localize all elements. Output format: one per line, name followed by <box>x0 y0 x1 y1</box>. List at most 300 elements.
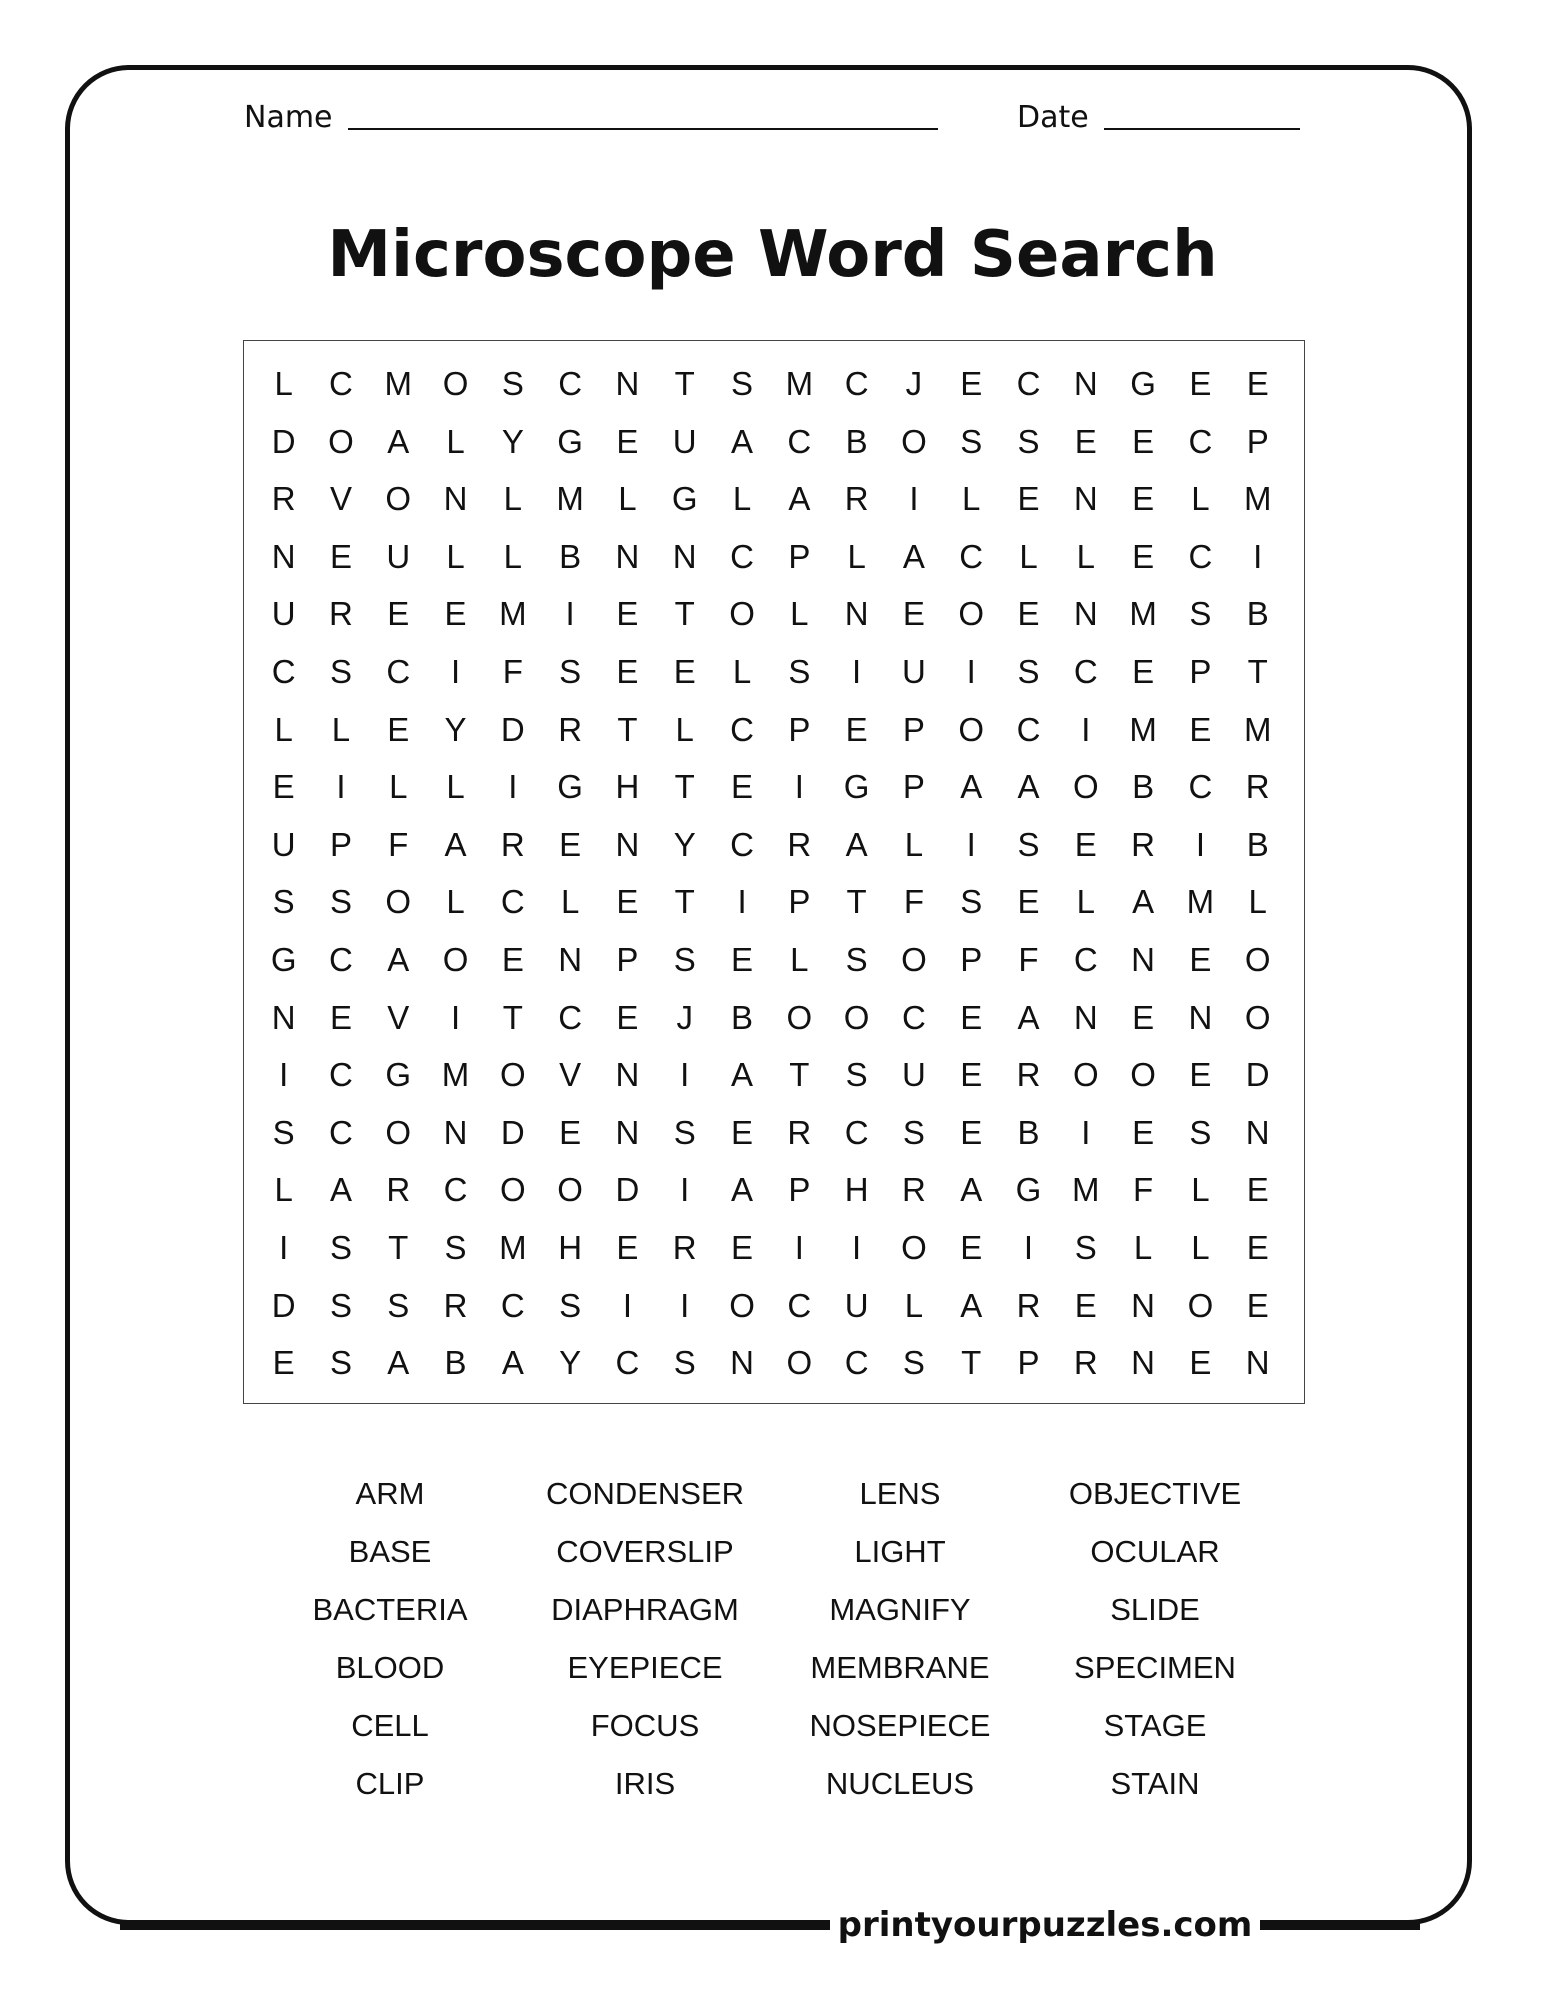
grid-letter[interactable]: L <box>1133 1228 1153 1266</box>
grid-letter[interactable]: L <box>1019 537 1038 575</box>
grid-letter[interactable]: Y <box>673 825 696 863</box>
grid-letter[interactable]: A <box>501 1344 524 1382</box>
grid-letter[interactable]: E <box>616 422 639 460</box>
grid-letter[interactable]: E <box>1189 1344 1212 1382</box>
grid-letter[interactable]: S <box>272 1113 295 1151</box>
grid-letter[interactable]: L <box>389 768 408 806</box>
grid-letter[interactable]: R <box>901 1171 926 1209</box>
grid-letter[interactable]: R <box>558 710 583 748</box>
grid-letter[interactable]: N <box>443 1113 468 1151</box>
grid-letter[interactable]: M <box>556 480 584 518</box>
grid-letter[interactable]: N <box>443 480 468 518</box>
grid-letter[interactable]: S <box>329 652 352 690</box>
grid-letter[interactable]: G <box>557 768 583 806</box>
grid-letter[interactable]: E <box>272 768 295 806</box>
grid-letter[interactable]: C <box>959 537 984 575</box>
grid-letter[interactable]: E <box>960 998 983 1036</box>
grid-letter[interactable]: E <box>387 710 410 748</box>
grid-letter[interactable]: Y <box>501 422 524 460</box>
grid-letter[interactable]: A <box>387 1344 410 1382</box>
grid-letter[interactable]: C <box>1188 768 1213 806</box>
grid-letter[interactable]: L <box>446 422 465 460</box>
grid-letter[interactable]: C <box>730 537 754 575</box>
grid-letter[interactable]: L <box>446 537 465 575</box>
grid-letter[interactable]: U <box>901 652 926 690</box>
grid-letter[interactable]: C <box>443 1171 468 1209</box>
grid-letter[interactable]: E <box>960 1056 983 1094</box>
grid-letter[interactable]: R <box>672 1228 697 1266</box>
grid-letter[interactable]: A <box>902 537 925 575</box>
grid-letter[interactable]: O <box>385 1113 412 1151</box>
grid-letter[interactable]: E <box>1074 825 1097 863</box>
grid-letter[interactable]: P <box>788 1171 811 1209</box>
grid-letter[interactable]: I <box>1195 825 1205 863</box>
grid-letter[interactable]: S <box>960 883 983 921</box>
grid-letter[interactable]: O <box>729 595 755 633</box>
grid-letter[interactable]: T <box>674 595 695 633</box>
grid-letter[interactable]: A <box>731 1056 754 1094</box>
grid-letter[interactable]: C <box>844 1113 869 1151</box>
grid-letter[interactable]: H <box>558 1228 583 1266</box>
grid-letter[interactable]: E <box>1017 595 1040 633</box>
grid-letter[interactable]: Y <box>559 1344 582 1382</box>
grid-letter[interactable]: S <box>1017 825 1040 863</box>
grid-letter[interactable]: M <box>441 1056 470 1094</box>
grid-letter[interactable]: L <box>1076 883 1095 921</box>
grid-letter[interactable]: L <box>904 825 924 863</box>
grid-letter[interactable]: E <box>845 710 868 748</box>
grid-letter[interactable]: P <box>1246 422 1269 460</box>
grid-letter[interactable]: L <box>503 480 523 518</box>
grid-letter[interactable]: R <box>1016 1056 1041 1094</box>
grid-letter[interactable]: D <box>1245 1056 1270 1094</box>
grid-letter[interactable]: E <box>329 537 352 575</box>
grid-letter[interactable]: T <box>846 883 867 921</box>
grid-letter[interactable]: R <box>1016 1286 1041 1324</box>
grid-letter[interactable]: V <box>559 1056 582 1094</box>
grid-letter[interactable]: S <box>329 883 352 921</box>
grid-letter[interactable]: J <box>676 998 693 1036</box>
grid-letter[interactable]: A <box>1132 883 1155 921</box>
grid-letter[interactable]: I <box>852 1228 862 1266</box>
grid-letter[interactable]: F <box>1133 1171 1154 1209</box>
grid-letter[interactable]: L <box>274 365 293 402</box>
grid-letter[interactable]: O <box>385 883 412 921</box>
grid-letter[interactable]: U <box>901 1056 926 1094</box>
grid-letter[interactable]: N <box>558 940 583 978</box>
grid-letter[interactable]: E <box>1132 480 1155 518</box>
grid-letter[interactable]: E <box>1132 1113 1155 1151</box>
grid-letter[interactable]: C <box>1188 537 1213 575</box>
grid-letter[interactable]: C <box>730 825 754 863</box>
grid-letter[interactable]: L <box>1191 480 1210 518</box>
grid-letter[interactable]: L <box>962 480 981 518</box>
grid-letter[interactable]: I <box>622 1286 633 1324</box>
grid-letter[interactable]: E <box>1017 480 1040 518</box>
grid-letter[interactable]: E <box>960 1113 983 1151</box>
grid-letter[interactable]: A <box>387 422 410 460</box>
grid-letter[interactable]: O <box>1072 768 1099 806</box>
grid-letter[interactable]: A <box>960 1286 983 1324</box>
grid-letter[interactable]: S <box>387 1286 410 1324</box>
grid-letter[interactable]: D <box>271 422 296 460</box>
grid-letter[interactable]: R <box>329 595 353 633</box>
grid-letter[interactable]: P <box>1189 652 1212 690</box>
grid-letter[interactable]: F <box>388 825 409 863</box>
grid-letter[interactable]: L <box>790 940 809 978</box>
grid-letter[interactable]: E <box>559 825 582 863</box>
grid-letter[interactable]: G <box>270 940 297 978</box>
grid-letter[interactable]: I <box>1081 710 1091 748</box>
grid-letter[interactable]: I <box>279 1056 289 1094</box>
grid-letter[interactable]: G <box>385 1056 412 1094</box>
grid-letter[interactable]: E <box>1189 940 1212 978</box>
grid-letter[interactable]: M <box>1186 883 1215 921</box>
grid-letter[interactable]: P <box>902 710 925 748</box>
grid-letter[interactable]: O <box>1130 1056 1156 1094</box>
grid-letter[interactable]: C <box>558 998 583 1036</box>
grid-letter[interactable]: A <box>387 940 410 978</box>
grid-letter[interactable]: D <box>271 1286 296 1324</box>
grid-letter[interactable]: A <box>731 422 754 460</box>
grid-letter[interactable]: P <box>329 825 352 863</box>
grid-letter[interactable]: A <box>788 480 811 518</box>
date-field[interactable] <box>1104 128 1300 130</box>
grid-letter[interactable]: E <box>1246 1228 1269 1266</box>
grid-letter[interactable]: E <box>616 883 639 921</box>
grid-letter[interactable]: S <box>444 1228 467 1266</box>
grid-letter[interactable]: I <box>966 652 976 690</box>
grid-letter[interactable]: P <box>960 940 983 978</box>
grid-letter[interactable]: E <box>1074 1286 1097 1324</box>
grid-letter[interactable]: I <box>794 768 804 806</box>
grid-letter[interactable]: J <box>905 365 923 402</box>
grid-letter[interactable]: O <box>786 998 813 1036</box>
grid-letter[interactable]: L <box>1076 537 1095 575</box>
grid-letter[interactable]: L <box>790 595 809 633</box>
grid-letter[interactable]: C <box>844 1344 869 1382</box>
grid-letter[interactable]: S <box>902 1344 925 1382</box>
grid-letter[interactable]: R <box>443 1286 468 1324</box>
grid-letter[interactable]: L <box>274 1171 293 1209</box>
grid-letter[interactable]: S <box>329 1228 352 1266</box>
grid-letter[interactable]: E <box>960 365 983 402</box>
grid-letter[interactable]: R <box>787 1113 812 1151</box>
grid-letter[interactable]: L <box>1191 1228 1210 1266</box>
grid-letter[interactable]: A <box>731 1171 754 1209</box>
grid-letter[interactable]: E <box>387 595 410 633</box>
grid-letter[interactable]: A <box>329 1171 352 1209</box>
grid-letter[interactable]: I <box>737 883 747 921</box>
grid-letter[interactable]: S <box>501 365 524 402</box>
grid-letter[interactable]: A <box>960 1171 983 1209</box>
grid-letter[interactable]: I <box>909 480 919 518</box>
grid-letter[interactable]: I <box>794 1228 804 1266</box>
grid-letter[interactable]: E <box>1246 365 1269 402</box>
grid-letter[interactable]: L <box>1191 1171 1210 1209</box>
grid-letter[interactable]: B <box>444 1344 467 1382</box>
grid-letter[interactable]: A <box>1017 768 1040 806</box>
grid-letter[interactable]: S <box>673 1344 696 1382</box>
grid-letter[interactable]: M <box>499 1228 527 1266</box>
grid-letter[interactable]: V <box>387 998 410 1036</box>
grid-letter[interactable]: N <box>1131 1286 1156 1324</box>
grid-letter[interactable]: S <box>960 422 983 460</box>
grid-letter[interactable]: O <box>328 422 354 460</box>
grid-letter[interactable]: B <box>559 537 582 575</box>
grid-letter[interactable]: B <box>1246 595 1269 633</box>
grid-letter[interactable]: O <box>442 940 469 978</box>
grid-letter[interactable]: O <box>729 1286 755 1324</box>
grid-letter[interactable]: F <box>1018 940 1039 978</box>
grid-letter[interactable]: P <box>616 940 639 978</box>
grid-letter[interactable]: O <box>1072 1056 1099 1094</box>
grid-letter[interactable]: M <box>1129 710 1157 748</box>
grid-letter[interactable]: M <box>384 365 412 402</box>
grid-letter[interactable]: E <box>1132 537 1155 575</box>
grid-letter[interactable]: I <box>1023 1228 1034 1266</box>
grid-letter[interactable]: T <box>789 1056 810 1094</box>
grid-letter[interactable]: N <box>271 537 296 575</box>
grid-letter[interactable]: C <box>329 1056 353 1094</box>
grid-letter[interactable]: T <box>502 998 523 1036</box>
grid-letter[interactable]: S <box>329 1344 352 1382</box>
grid-letter[interactable]: E <box>1132 652 1155 690</box>
grid-letter[interactable]: O <box>442 365 469 402</box>
grid-letter[interactable]: P <box>788 710 811 748</box>
grid-letter[interactable]: U <box>672 422 697 460</box>
grid-letter[interactable]: E <box>444 595 467 633</box>
grid-letter[interactable]: N <box>1245 1113 1270 1151</box>
grid-letter[interactable]: P <box>902 768 925 806</box>
grid-letter[interactable]: L <box>274 710 293 748</box>
grid-letter[interactable]: E <box>1189 1056 1212 1094</box>
grid-letter[interactable]: S <box>329 1286 352 1324</box>
grid-letter[interactable]: L <box>1248 883 1267 921</box>
grid-letter[interactable]: U <box>271 595 296 633</box>
grid-letter[interactable]: I <box>1081 1113 1091 1151</box>
grid-letter[interactable]: E <box>501 940 524 978</box>
grid-letter[interactable]: R <box>844 480 869 518</box>
grid-letter[interactable]: S <box>845 940 868 978</box>
grid-letter[interactable]: E <box>616 1228 639 1266</box>
grid-letter[interactable]: R <box>271 480 296 518</box>
grid-letter[interactable]: M <box>1243 480 1272 518</box>
grid-letter[interactable]: N <box>1073 595 1098 633</box>
grid-letter[interactable]: C <box>329 940 353 978</box>
grid-letter[interactable]: S <box>902 1113 925 1151</box>
grid-letter[interactable]: E <box>329 998 352 1036</box>
grid-letter[interactable]: R <box>1245 768 1270 806</box>
grid-letter[interactable]: N <box>1073 480 1098 518</box>
grid-letter[interactable]: S <box>272 883 295 921</box>
grid-letter[interactable]: I <box>336 768 346 806</box>
grid-letter[interactable]: N <box>1131 940 1156 978</box>
grid-letter[interactable]: E <box>272 1344 295 1382</box>
grid-letter[interactable]: L <box>331 710 351 748</box>
grid-letter[interactable]: E <box>1074 422 1097 460</box>
grid-letter[interactable]: O <box>901 940 927 978</box>
grid-letter[interactable]: I <box>680 1171 690 1209</box>
grid-letter[interactable]: B <box>731 998 754 1036</box>
grid-letter[interactable]: E <box>1246 1286 1269 1324</box>
grid-letter[interactable]: C <box>329 365 353 402</box>
grid-letter[interactable]: F <box>903 883 924 921</box>
grid-letter[interactable]: S <box>559 652 582 690</box>
grid-letter[interactable]: E <box>559 1113 582 1151</box>
grid-letter[interactable]: C <box>615 1344 640 1382</box>
grid-letter[interactable]: L <box>618 480 637 518</box>
grid-letter[interactable]: T <box>674 365 695 402</box>
grid-letter[interactable]: C <box>386 652 411 690</box>
grid-letter[interactable]: C <box>1016 710 1041 748</box>
grid-letter[interactable]: I <box>680 1056 690 1094</box>
grid-letter[interactable]: T <box>674 768 695 806</box>
grid-letter[interactable]: N <box>615 365 640 402</box>
grid-letter[interactable]: I <box>1253 537 1263 575</box>
grid-letter[interactable]: D <box>615 1171 640 1209</box>
grid-letter[interactable]: N <box>1188 998 1213 1036</box>
grid-letter[interactable]: S <box>673 940 696 978</box>
grid-letter[interactable]: E <box>731 940 754 978</box>
grid-letter[interactable]: R <box>1131 825 1156 863</box>
grid-letter[interactable]: L <box>446 883 465 921</box>
grid-letter[interactable]: E <box>616 595 639 633</box>
grid-letter[interactable]: N <box>615 1113 640 1151</box>
grid-letter[interactable]: E <box>1246 1171 1269 1209</box>
grid-letter[interactable]: S <box>1017 422 1040 460</box>
grid-letter[interactable]: S <box>1189 1113 1212 1151</box>
grid-letter[interactable]: N <box>615 1056 640 1094</box>
grid-letter[interactable]: S <box>788 652 811 690</box>
grid-letter[interactable]: L <box>503 537 523 575</box>
grid-letter[interactable]: T <box>1247 652 1268 690</box>
grid-letter[interactable]: F <box>502 652 523 690</box>
grid-letter[interactable]: C <box>558 365 583 402</box>
grid-letter[interactable]: N <box>672 537 697 575</box>
grid-letter[interactable]: I <box>450 998 461 1036</box>
grid-letter[interactable]: N <box>1131 1344 1156 1382</box>
grid-letter[interactable]: E <box>1132 422 1155 460</box>
grid-letter[interactable]: T <box>388 1228 409 1266</box>
grid-letter[interactable]: E <box>960 1228 983 1266</box>
grid-letter[interactable]: C <box>271 652 296 690</box>
grid-letter[interactable]: U <box>844 1286 869 1324</box>
grid-letter[interactable]: R <box>787 825 812 863</box>
grid-letter[interactable]: G <box>843 768 870 806</box>
grid-letter[interactable]: E <box>1017 883 1040 921</box>
grid-letter[interactable]: L <box>675 710 694 748</box>
grid-letter[interactable]: M <box>499 595 527 633</box>
grid-letter[interactable]: R <box>500 825 525 863</box>
grid-letter[interactable]: S <box>845 1056 868 1094</box>
grid-letter[interactable]: O <box>901 422 927 460</box>
grid-letter[interactable]: N <box>730 1344 754 1382</box>
grid-letter[interactable]: C <box>730 710 754 748</box>
grid-letter[interactable]: E <box>731 1113 754 1151</box>
grid-letter[interactable]: N <box>1073 365 1098 402</box>
grid-letter[interactable]: S <box>1074 1228 1097 1266</box>
grid-letter[interactable]: I <box>852 652 862 690</box>
grid-letter[interactable]: E <box>673 652 696 690</box>
grid-letter[interactable]: C <box>329 1113 353 1151</box>
grid-letter[interactable]: O <box>1187 1286 1214 1324</box>
grid-letter[interactable]: T <box>674 883 695 921</box>
grid-letter[interactable]: O <box>958 595 985 633</box>
grid-letter[interactable]: M <box>1243 710 1272 748</box>
name-field[interactable] <box>348 128 938 130</box>
grid-letter[interactable]: G <box>557 422 583 460</box>
grid-letter[interactable]: I <box>508 768 518 806</box>
grid-letter[interactable]: I <box>279 1228 289 1266</box>
grid-letter[interactable]: R <box>1073 1344 1098 1382</box>
grid-letter[interactable]: U <box>386 537 411 575</box>
grid-letter[interactable]: S <box>673 1113 696 1151</box>
grid-letter[interactable]: S <box>1189 595 1212 633</box>
grid-letter[interactable]: A <box>1017 998 1040 1036</box>
grid-letter[interactable]: L <box>732 652 752 690</box>
grid-letter[interactable]: O <box>500 1171 526 1209</box>
grid-letter[interactable]: E <box>731 1228 754 1266</box>
grid-letter[interactable]: E <box>1132 998 1155 1036</box>
grid-letter[interactable]: B <box>845 422 868 460</box>
grid-letter[interactable]: N <box>615 537 640 575</box>
grid-letter[interactable]: M <box>1129 595 1157 633</box>
grid-letter[interactable]: S <box>559 1286 582 1324</box>
grid-letter[interactable]: I <box>565 595 575 633</box>
grid-letter[interactable]: N <box>615 825 640 863</box>
grid-letter[interactable]: A <box>444 825 467 863</box>
grid-letter[interactable]: D <box>500 1113 525 1151</box>
grid-letter[interactable]: O <box>1244 998 1271 1036</box>
grid-letter[interactable]: C <box>1188 422 1213 460</box>
grid-letter[interactable]: V <box>329 480 352 518</box>
grid-letter[interactable]: R <box>386 1171 411 1209</box>
grid-letter[interactable]: L <box>446 768 465 806</box>
grid-letter[interactable]: C <box>1016 365 1041 402</box>
grid-letter[interactable]: O <box>385 480 412 518</box>
grid-letter[interactable]: L <box>904 1286 924 1324</box>
grid-letter[interactable]: B <box>1246 825 1269 863</box>
grid-letter[interactable]: O <box>557 1171 583 1209</box>
grid-letter[interactable]: O <box>1244 940 1271 978</box>
grid-letter[interactable]: C <box>787 1286 812 1324</box>
grid-letter[interactable]: E <box>616 652 639 690</box>
grid-letter[interactable]: N <box>844 595 869 633</box>
grid-letter[interactable]: E <box>1189 710 1212 748</box>
grid-letter[interactable]: H <box>844 1171 869 1209</box>
grid-letter[interactable]: N <box>1073 998 1098 1036</box>
grid-letter[interactable]: N <box>1245 1344 1270 1382</box>
grid-letter[interactable]: E <box>731 768 754 806</box>
grid-letter[interactable]: G <box>1130 365 1156 402</box>
grid-letter[interactable]: N <box>271 998 296 1036</box>
grid-letter[interactable]: O <box>958 710 985 748</box>
grid-letter[interactable]: T <box>617 710 638 748</box>
grid-letter[interactable]: M <box>785 365 814 402</box>
grid-letter[interactable]: I <box>680 1286 690 1324</box>
grid-letter[interactable]: O <box>901 1228 927 1266</box>
grid-letter[interactable]: C <box>500 883 525 921</box>
grid-letter[interactable]: L <box>560 883 580 921</box>
grid-letter[interactable]: C <box>844 365 869 402</box>
grid-letter[interactable]: I <box>450 652 461 690</box>
grid-letter[interactable]: O <box>786 1344 813 1382</box>
grid-letter[interactable]: L <box>732 480 752 518</box>
grid-letter[interactable]: C <box>1073 940 1098 978</box>
grid-letter[interactable]: C <box>901 998 926 1036</box>
grid-letter[interactable]: E <box>616 998 639 1036</box>
